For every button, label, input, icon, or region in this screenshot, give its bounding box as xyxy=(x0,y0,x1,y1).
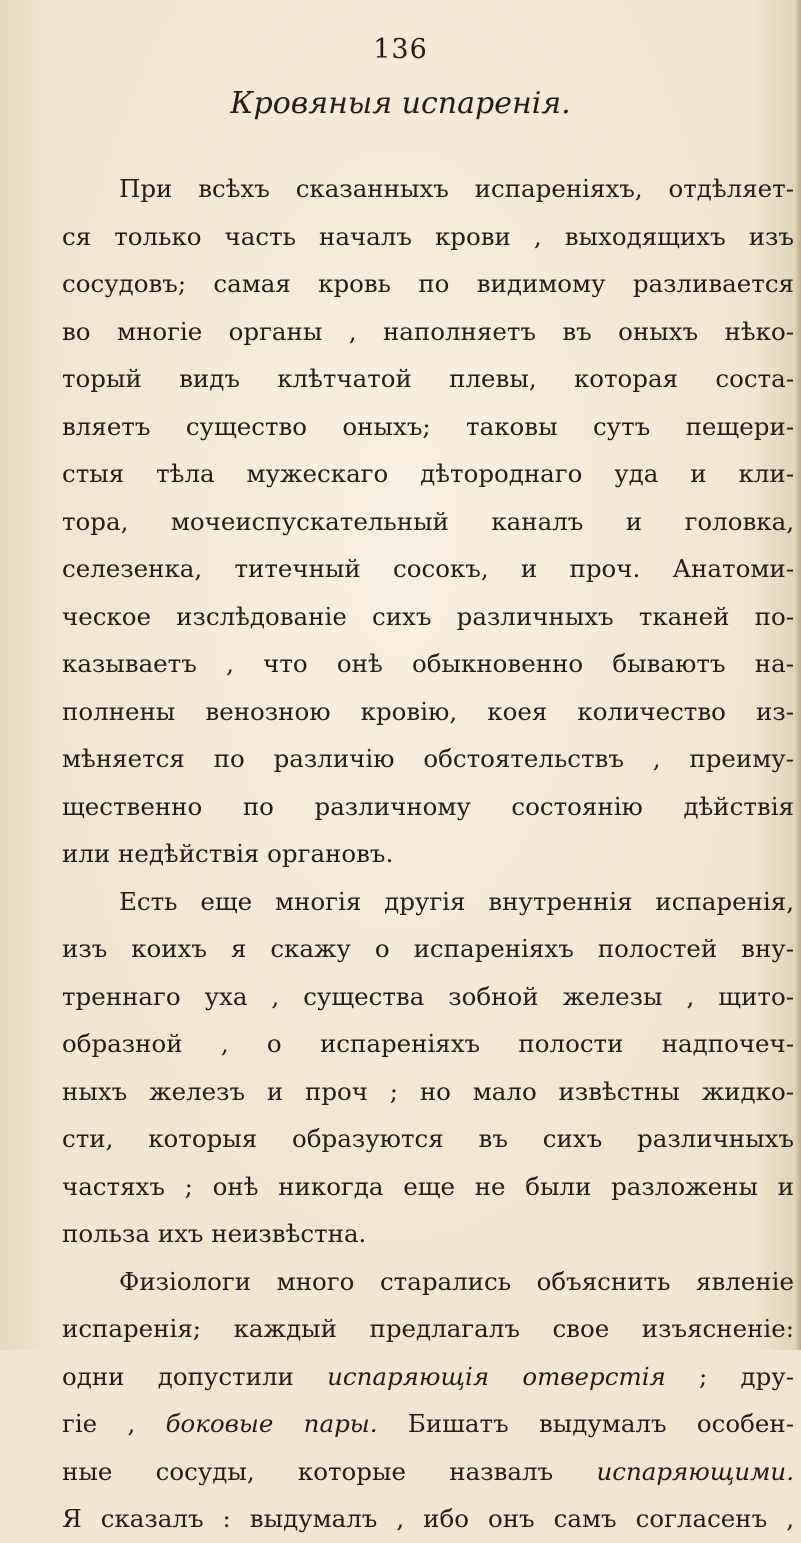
text-line: изъ коихъ я скажу о испареніяхъ полостей вну- xyxy=(62,934,794,963)
text-run: гіе , xyxy=(62,1409,166,1438)
text-line: ческое изслѣдованіе сихъ различныхъ тканей по- xyxy=(62,601,794,631)
text-line xyxy=(62,1448,794,1496)
text-line: При всѣхъ сказанныхъ испареніяхъ, отдѣляет- xyxy=(119,174,794,203)
text-run: одни допустили xyxy=(62,1361,328,1391)
body-text xyxy=(62,165,794,1543)
text-line: тора, мочеиспускательный каналъ и головка, xyxy=(62,506,794,536)
text-line: сти, которыя образуются въ сихъ различныхъ xyxy=(62,1124,794,1153)
text-line: испаренія; каждый предлагалъ свое изъясненіе: xyxy=(62,1314,794,1343)
text-line: щественно по различному состоянію дѣйствія xyxy=(62,791,794,821)
text-line: Я сказалъ : выдумалъ , ибо онъ самъ согласенъ , xyxy=(62,1504,794,1533)
italic-term: испаряющія отверстія xyxy=(327,1361,666,1391)
text-line: треннаго уха , существа зобной железы , щито- xyxy=(62,981,794,1011)
text-run: Бишатъ выдумалъ особен- xyxy=(377,1409,794,1438)
page-edge-shadow xyxy=(795,0,801,1350)
text-line: Физіологи много старались объяснить явленіе xyxy=(119,1266,794,1296)
text-line: селезенка, титечный сосокъ, и проч. Анатоми- xyxy=(62,554,794,583)
text-line: полнены венозною кровію, коея количество из- xyxy=(62,696,794,726)
text-line: образной , о испареніяхъ полости надпочеч- xyxy=(62,1029,794,1058)
text-line: торый видъ клѣтчатой плевы, которая соста- xyxy=(62,364,794,393)
text-line: польза ихъ неизвѣстна. xyxy=(62,1219,367,1248)
text-line xyxy=(62,1400,794,1448)
italic-term: испаряющими. xyxy=(596,1456,794,1486)
text-line: во многіе органы , наполняетъ въ оныхъ нѣко- xyxy=(62,316,794,346)
text-line: ся только часть началъ крови , выходящихъ изъ xyxy=(62,221,794,251)
text-line: казываетъ , что онѣ обыкновенно бываютъ на- xyxy=(62,649,794,678)
page-number: 136 xyxy=(373,34,428,65)
section-heading: Кровяныя испаренія. xyxy=(230,86,571,121)
text-line: или недѣйствія органовъ. xyxy=(62,839,394,868)
italic-term: боковые пары. xyxy=(165,1409,378,1438)
text-line xyxy=(62,1353,794,1401)
text-line: мѣняется по различію обстоятельствъ , преиму- xyxy=(62,744,794,773)
text-run: ; дру- xyxy=(665,1361,794,1391)
text-line: стыя тѣла мужескаго дѣтороднаго уда и кли- xyxy=(62,459,794,488)
text-line: сосудовъ; самая кровь по видимому разливается xyxy=(62,269,794,298)
text-run: ные сосуды, которые назвалъ xyxy=(62,1456,597,1486)
text-line: ныхъ железъ и проч ; но мало извѣстны жидко- xyxy=(62,1076,794,1106)
text-line: Есть еще многія другія внутреннія испаренія, xyxy=(119,886,794,916)
text-line: частяхъ ; онѣ никогда еще не были разложены и xyxy=(62,1171,794,1201)
text-line: вляетъ существо оныхъ; таковы сутъ пещери- xyxy=(62,411,794,441)
